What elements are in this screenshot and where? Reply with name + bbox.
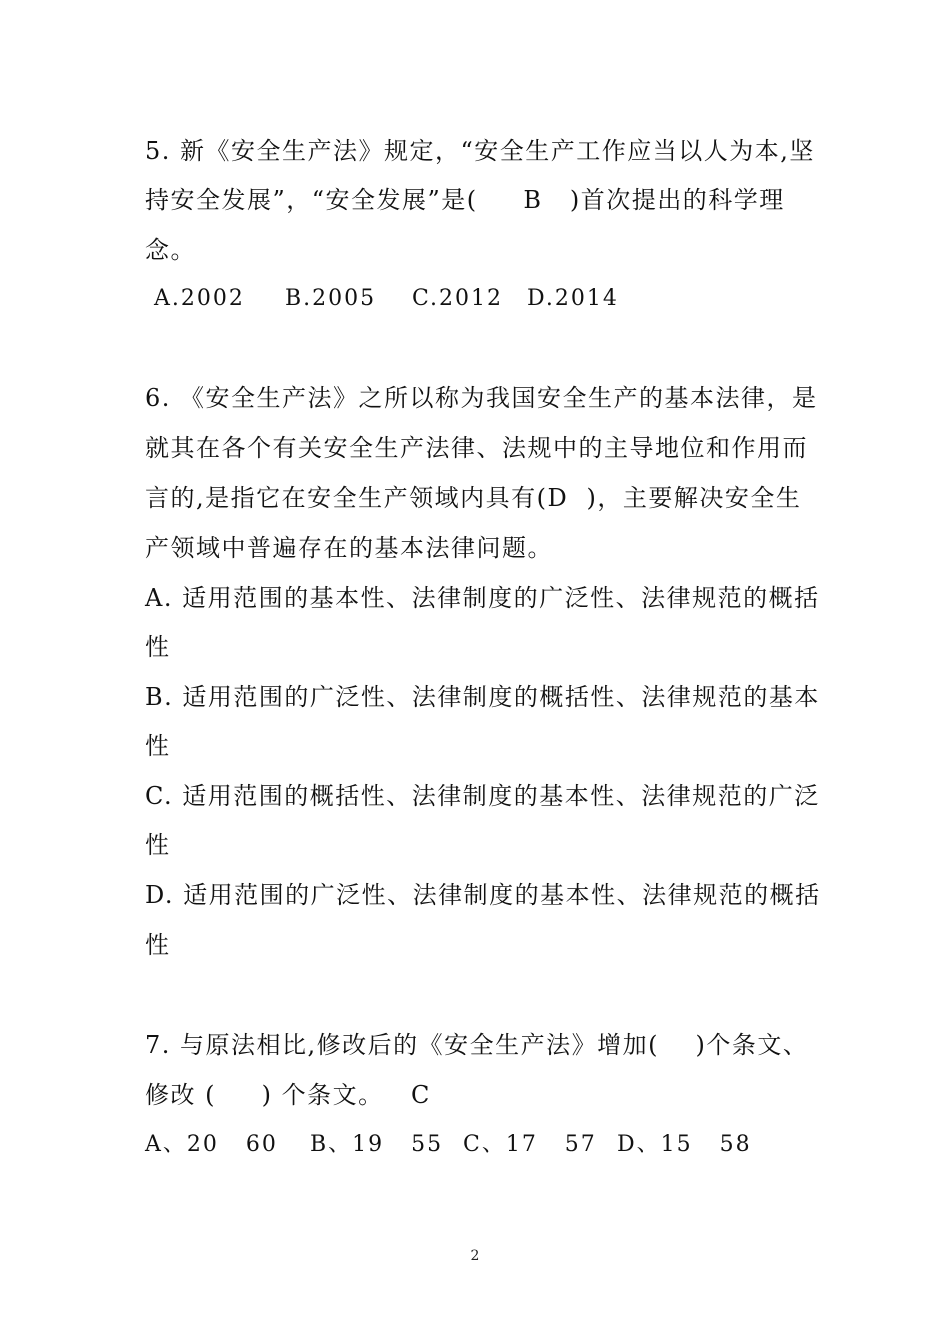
q7-line-1: 7. 与原法相比,修改后的《安全生产法》增加( )个条文、 — [145, 1031, 809, 1059]
q6-line-3: 言的,是指它在安全生产领域内具有(D )，主要解决安全生 — [145, 484, 802, 512]
q7-option-a: A、20 60 — [145, 1132, 278, 1157]
page-number: 2 — [470, 1248, 480, 1264]
q6-line-4: 产领域中普遍存在的基本法律问题。 — [145, 534, 553, 562]
q6-line-1: 6. 《安全生产法》之所以称为我国安全生产的基本法律，是 — [145, 384, 818, 412]
q5-option-c: C.2012 — [412, 286, 504, 311]
q7-line-2: 修改 ( ) 个条文。 C — [145, 1081, 431, 1109]
q7-option-d: D、15 58 — [617, 1132, 752, 1157]
q5-option-a: A.2002 — [145, 286, 245, 311]
q5-option-b: B.2005 — [285, 286, 377, 311]
q6-option-c: C. 适用范围的概括性、法律制度的基本性、法律规范的广泛 — [145, 782, 820, 810]
q7-option-b: B、19 55 — [310, 1132, 444, 1157]
q6-option-d-cont: 性 — [145, 931, 171, 959]
q5-line-2: 持安全发展”，“安全发展”是( B )首次提出的科学理 — [145, 186, 785, 214]
q6-option-b: B. 适用范围的广泛性、法律制度的概括性、法律规范的基本 — [145, 683, 820, 711]
q5-line-3: 念。 — [145, 236, 196, 264]
q6-line-2: 就其在各个有关安全生产法律、法规中的主导地位和作用而 — [145, 434, 808, 462]
q7-option-c: C、17 57 — [463, 1132, 597, 1157]
q5-option-d: D.2014 — [527, 286, 619, 311]
q6-option-c-cont: 性 — [145, 831, 171, 859]
q6-option-b-cont: 性 — [145, 732, 171, 760]
q5-line-1: 5. 新《安全生产法》规定，“安全生产工作应当以人为本,坚 — [145, 137, 815, 165]
q6-option-a-cont: 性 — [145, 633, 171, 661]
q6-option-d: D. 适用范围的广泛性、法律制度的基本性、法律规范的概括 — [145, 881, 821, 909]
q6-option-a: A. 适用范围的基本性、法律制度的广泛性、法律规范的概括 — [145, 584, 820, 612]
